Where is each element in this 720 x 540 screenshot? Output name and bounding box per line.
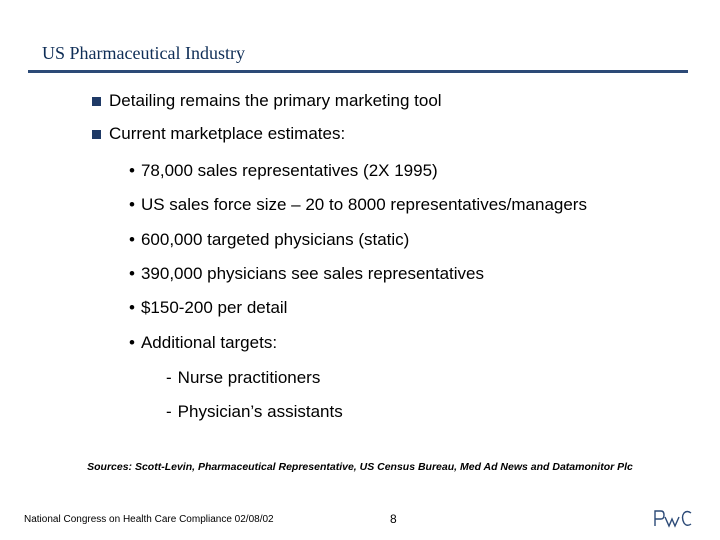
dot-bullet-icon: • bbox=[129, 264, 135, 283]
sub-bullet-text: US sales force size – 20 to 8000 representatives/managers bbox=[140, 195, 587, 214]
sub-bullet-item bbox=[129, 161, 438, 181]
dot-bullet-icon: • bbox=[129, 161, 135, 180]
footer-text: National Congress on Health Care Compliance 02/08/02 bbox=[24, 514, 274, 525]
sub-bullet-item bbox=[129, 195, 587, 215]
page-number: 8 bbox=[390, 512, 397, 526]
sub-sub-bullet-text: Physician’s assistants bbox=[177, 402, 343, 421]
bullet-item bbox=[92, 124, 345, 144]
bullet-item bbox=[92, 91, 442, 111]
slide-title: US Pharmaceutical Industry bbox=[42, 43, 245, 63]
sub-sub-bullet-item bbox=[166, 402, 343, 422]
dot-bullet-icon: • bbox=[129, 195, 135, 214]
company-logo-icon bbox=[653, 507, 697, 529]
bullet-text: Current marketplace estimates: bbox=[109, 124, 346, 143]
sub-sub-bullet-item bbox=[166, 368, 320, 388]
sub-bullet-text: $150-200 per detail bbox=[140, 298, 288, 317]
sub-bullet-text: 390,000 physicians see sales representatives bbox=[140, 264, 484, 283]
sub-bullet-item bbox=[129, 298, 287, 318]
dot-bullet-icon: • bbox=[129, 333, 135, 352]
bullet-text: Detailing remains the primary marketing tool bbox=[109, 91, 442, 110]
dot-bullet-icon: • bbox=[129, 230, 135, 249]
dot-bullet-icon: • bbox=[129, 298, 135, 317]
dash-bullet-icon: - bbox=[166, 368, 172, 387]
sub-bullet-item bbox=[129, 264, 484, 284]
square-bullet-icon bbox=[92, 97, 101, 106]
dash-bullet-icon: - bbox=[166, 402, 172, 421]
sources-note: Sources: Scott-Levin, Pharmaceutical Representative, US Census Bureau, Med Ad News and Datamonitor Plc bbox=[87, 461, 633, 473]
sub-sub-bullet-text: Nurse practitioners bbox=[177, 368, 321, 387]
sub-bullet-text: 600,000 targeted physicians (static) bbox=[140, 230, 410, 249]
sub-bullet-item bbox=[129, 333, 277, 353]
sub-bullet-text: 78,000 sales representatives (2X 1995) bbox=[140, 161, 438, 180]
sub-bullet-item bbox=[129, 230, 409, 250]
sub-bullet-text: Additional targets: bbox=[140, 333, 278, 352]
square-bullet-icon bbox=[92, 130, 101, 139]
